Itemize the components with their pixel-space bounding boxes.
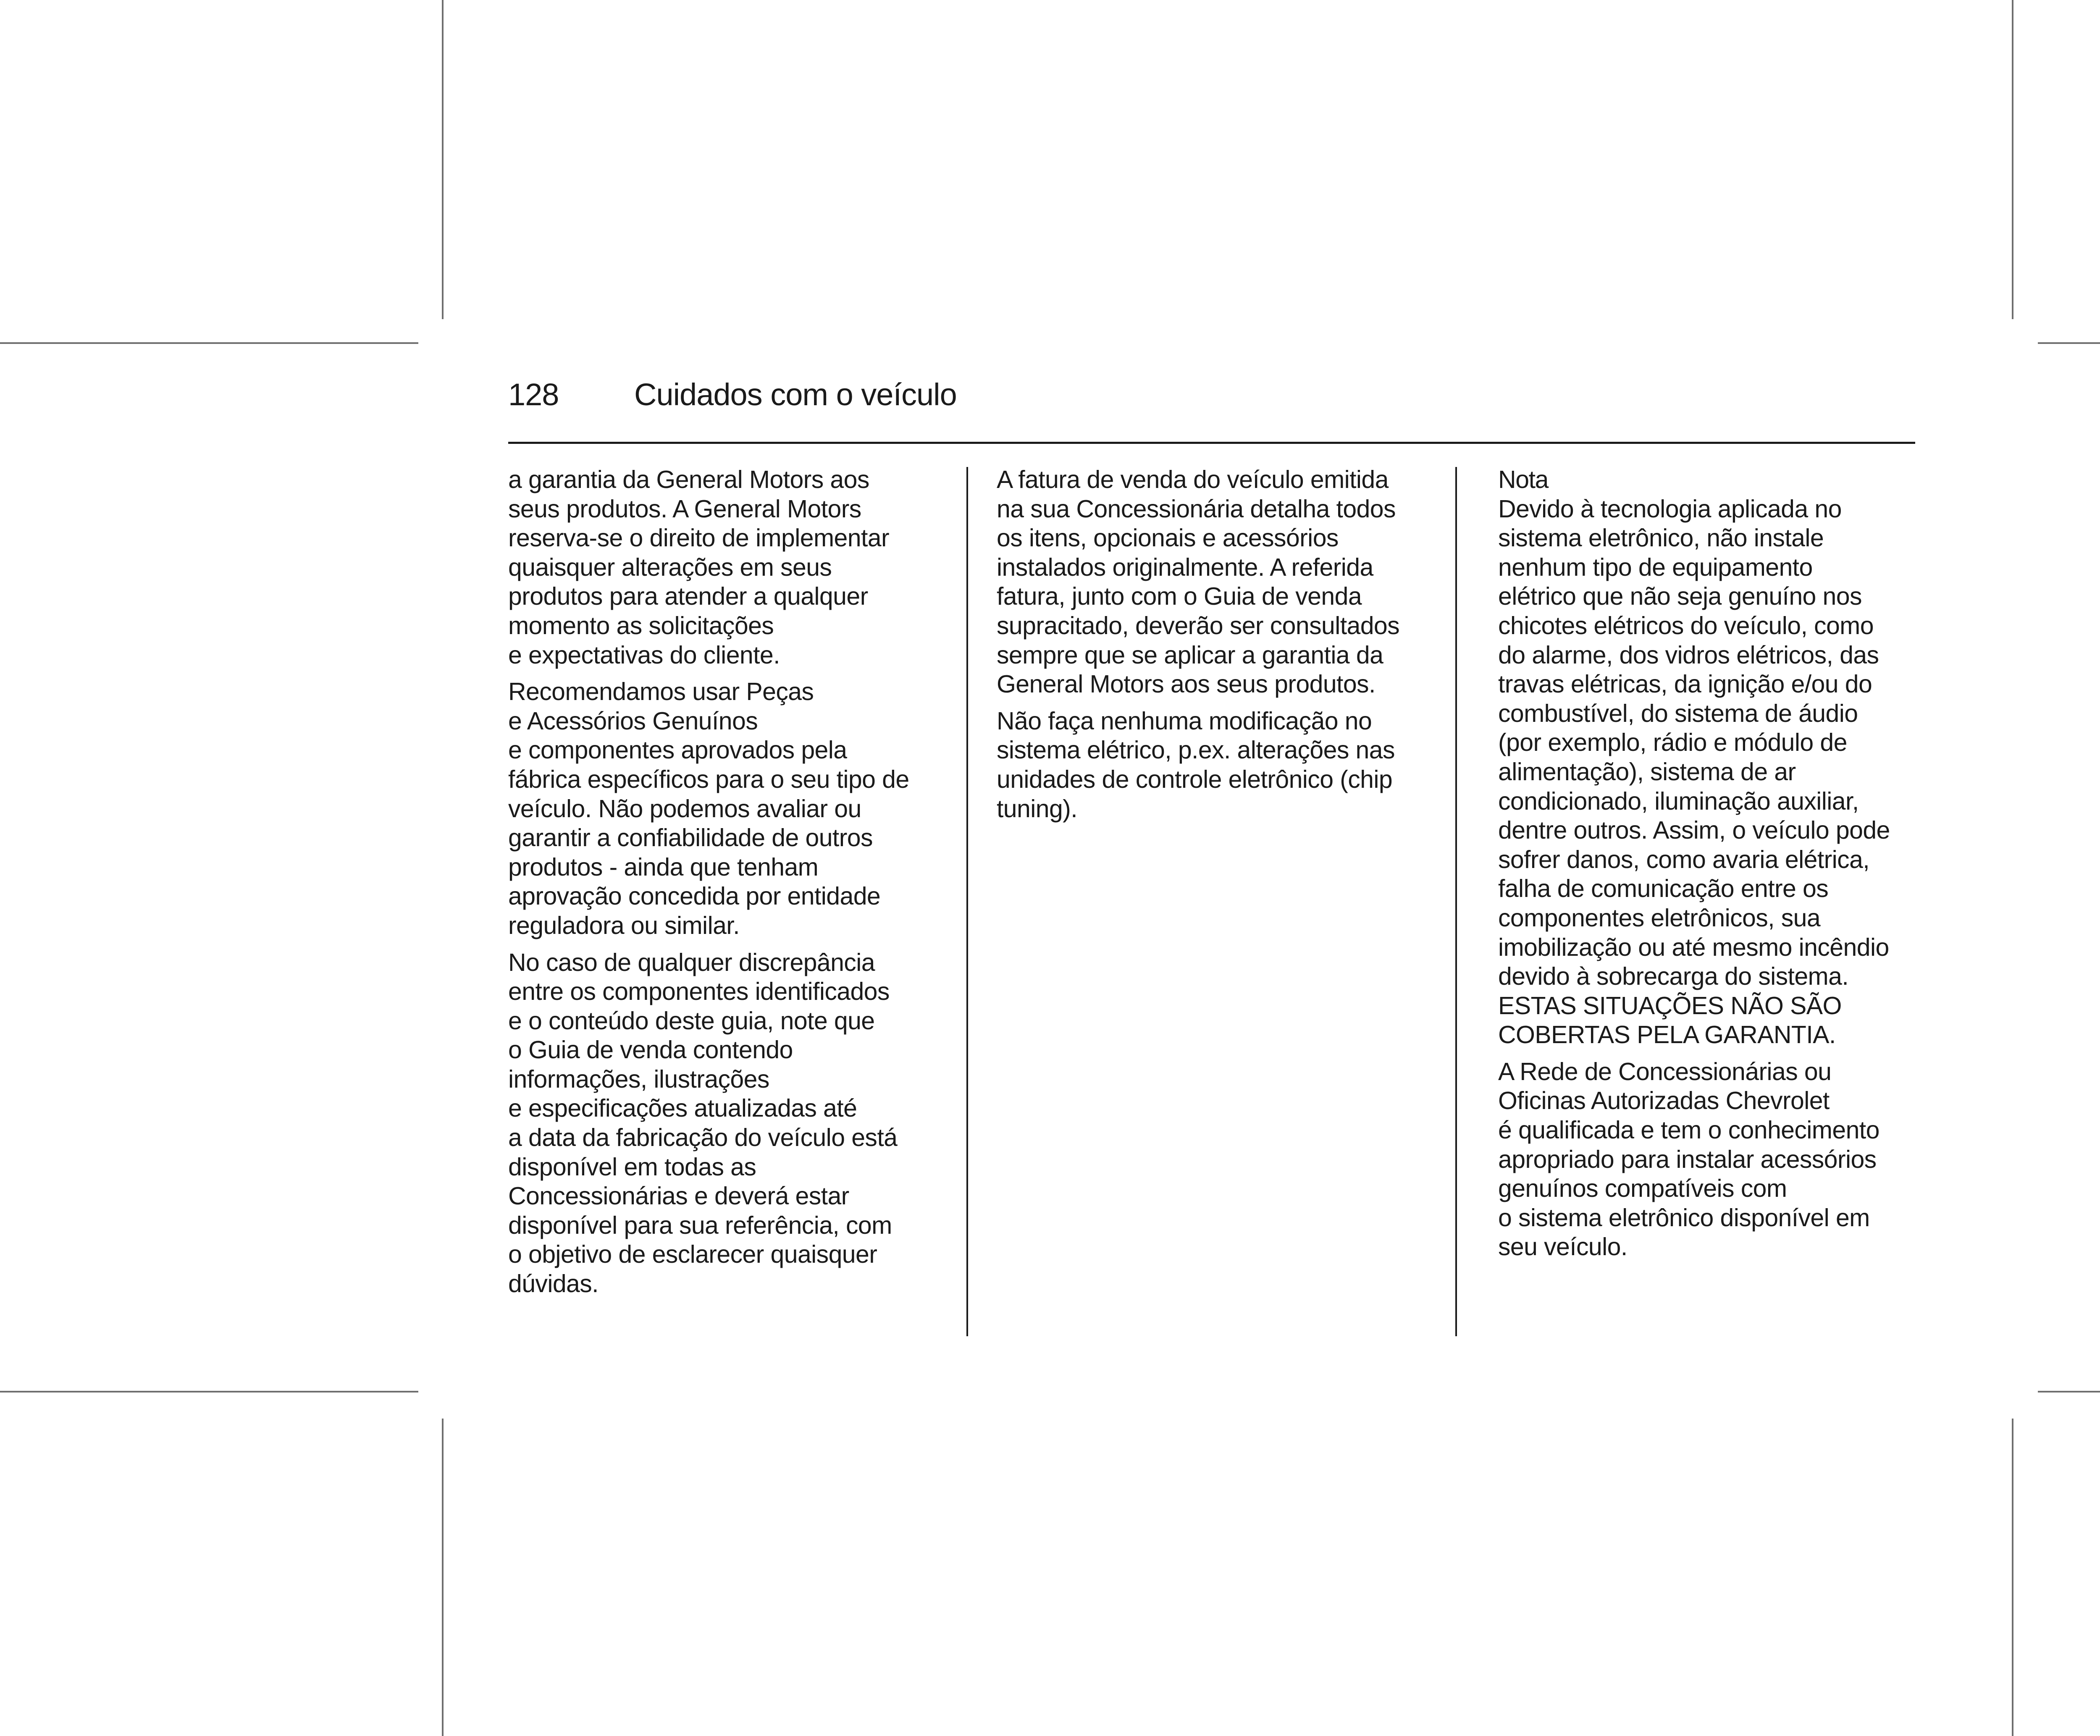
section-title: Cuidados com o veículo (634, 377, 957, 412)
note-title: Nota (1498, 466, 1549, 493)
crop-mark-bottom-right (2012, 1419, 2013, 1736)
paragraph: A Rede de Concessionárias ou Oficinas Autorizadas Chevrolet é qualificada e tem o conhecimento apropriado para instalar acessórios genuínos compatíveis com o sistema eletrônico disponível em seu veículo. (1498, 1057, 1880, 1261)
text-column-2 (997, 465, 1450, 831)
crop-mark-left-bottom (0, 1391, 418, 1392)
crop-mark-bottom-left (442, 1419, 444, 1736)
column-divider-1 (966, 467, 968, 1336)
text-column-1 (508, 465, 953, 1306)
crop-mark-left-top (0, 342, 418, 344)
paragraph: A fatura de venda do veículo emitida na sua Concessionária detalha todos os itens, opcionais e acessórios instalados originalmente. A referida fatura, junto com o Guia de venda supracitado, deverão ser consultados sempre que se aplicar a garantia da General Motors aos seus produtos. (997, 466, 1400, 698)
paragraph: a garantia da General Motors aos seus produtos. A General Motors reserva-se o direito de implementar quaisquer alterações em seus produtos para atender a qualquer momento as solicitações e expectativas do cliente. (508, 466, 890, 669)
crop-mark-top-left (442, 0, 444, 319)
crop-mark-top-right (2012, 0, 2013, 319)
paragraph: No caso de qualquer discrepância entre os componentes identificados e o conteúdo deste guia, note que o Guia de venda contendo informações, ilustrações e especificações atualizadas até a data da fabricação do veículo está disponível em todas as Concessionárias e deverá estar disponível para sua referência, com o objetivo de esclarecer quaisquer dúvidas. (508, 948, 898, 1298)
page-number: 128 (508, 377, 559, 412)
crop-mark-right-bottom (2038, 1391, 2100, 1392)
paragraph: Recomendamos usar Peças e Acessórios Genuínos e componentes aprovados pela fábrica específicos para o seu tipo de veículo. Não podemos avaliar ou garantir a confiabilidade de outros produtos - ainda que tenham aprovação concedida por entidade reguladora ou similar. (508, 678, 909, 939)
header-rule (508, 442, 1915, 444)
note-paragraph: Devido à tecnologia aplicada no sistema eletrônico, não instale nenhum tipo de equipamento elétrico que não seja genuíno nos chicotes elétricos do veículo, como do alarme, dos vidros elétricos, das travas elétricas, da ignição e/ou do combustível, do sistema de áudio (por exemplo, rádio e módulo de alimentação), sistema de ar condicionado, iluminação auxiliar, dentre outros. Assim, o veículo pode sofrer danos, como avaria elétrica, falha de comunicação entre os componentes eletrônicos, sua imobilização ou até mesmo incêndio devido à sobrecarga do sistema. ESTAS SITUAÇÕES NÃO SÃO COBERTAS PELA GARANTIA. (1498, 495, 1890, 1049)
crop-mark-right-top (2038, 342, 2100, 344)
page-header (508, 370, 1915, 445)
text-column-3 (1498, 465, 1927, 1269)
paragraph: Não faça nenhuma modificação no sistema elétrico, p.ex. alterações nas unidades de controle eletrônico (chip tuning). (997, 707, 1395, 823)
column-divider-2 (1455, 467, 1457, 1336)
